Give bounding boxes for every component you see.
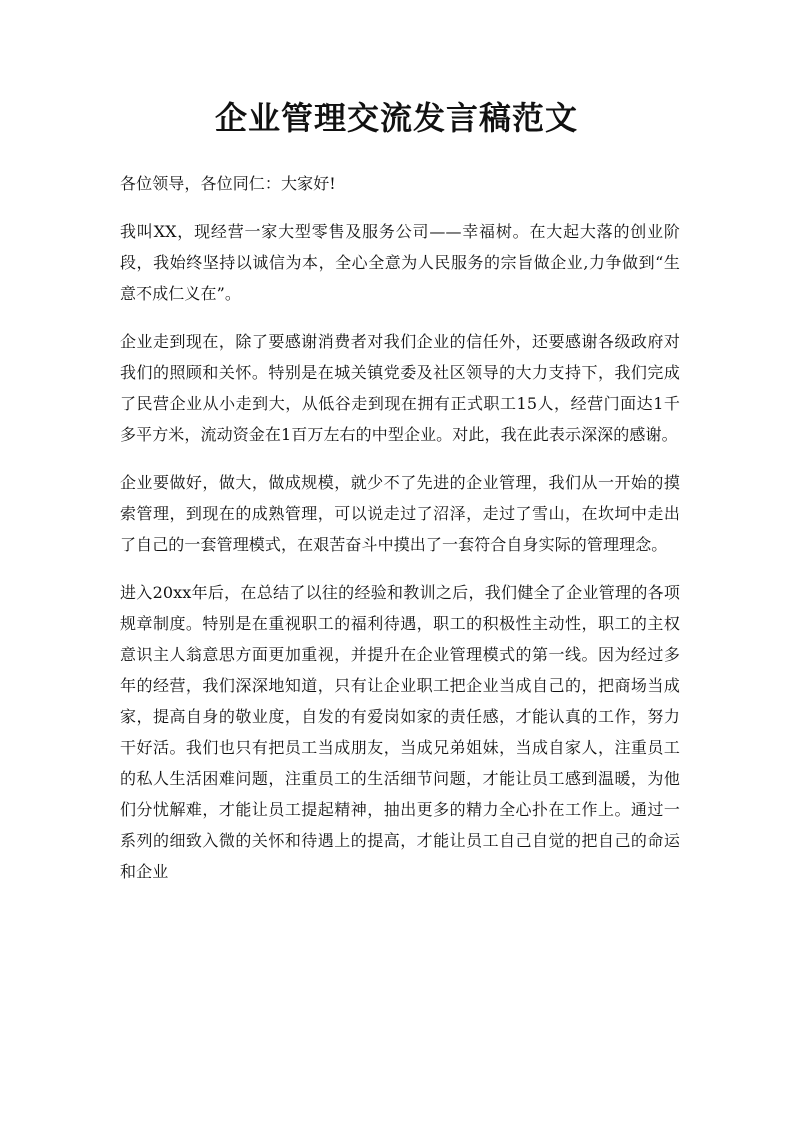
paragraph-greeting: 各位领导，各位同仁：大家好! bbox=[120, 174, 336, 193]
paragraph-management-system: 进入20xx年后，在总结了以往的经验和教训之后，我们健全了企业管理的各项规章制度。特别是在重视职工的福利待遇，职工的积极性主动性，职工的主权意识主人翁意思方面更加重视，并提升在企业管理模式的第一线。因为经过多年的经营，我们深深地知道，只有让企业职工把企业当成自己的，把商场当成家，提高自身的敬业度，自发的有爱岗如家的责任感，才能认真的工作，努力干好活。我们也只有把员工当成朋友，当成兄弟姐妹，当成自家人，注重员工的私人生活困难问题，注重员工的生活细节问题，才能让员工感到温暖，为他们分忧解难，才能让员工提起精神，抽出更多的精力全心扑在工作上。通过一系列的细致入微的关怀和待遇上的提高，才能让员工自己自觉的把自己的命运和企业 bbox=[120, 583, 680, 881]
document-body bbox=[120, 168, 680, 904]
paragraph-management-model: 企业要做好，做大，做成规模，就少不了先进的企业管理，我们从一开始的摸索管理，到现在的成熟管理，可以说走过了沼泽，走过了雪山，在坎坷中走出了自己的一套管理模式，在艰苦奋斗中摸出了一套符合自身实际的管理理念。 bbox=[120, 473, 680, 554]
paragraph-thanks: 企业走到现在，除了要感谢消费者对我们企业的信任外，还要感谢各级政府对我们的照顾和关怀。特别是在城关镇党委及社区领导的大力支持下，我们完成了民营企业从小走到大，从低谷走到现在拥有正式职工15人，经营门面达1千多平方米，流动资金在1百万左右的中型企业。对此，我在此表示深深的感谢。 bbox=[120, 332, 680, 444]
paragraph-introduction: 我叫XX，现经营一家大型零售及服务公司——幸福树。在大起大落的创业阶段，我始终坚持以诚信为本，全心全意为人民服务的宗旨做企业,力争做到“生意不成仁义在”。 bbox=[120, 222, 680, 303]
document-title: 企业管理交流发言稿范文 bbox=[214, 99, 578, 137]
